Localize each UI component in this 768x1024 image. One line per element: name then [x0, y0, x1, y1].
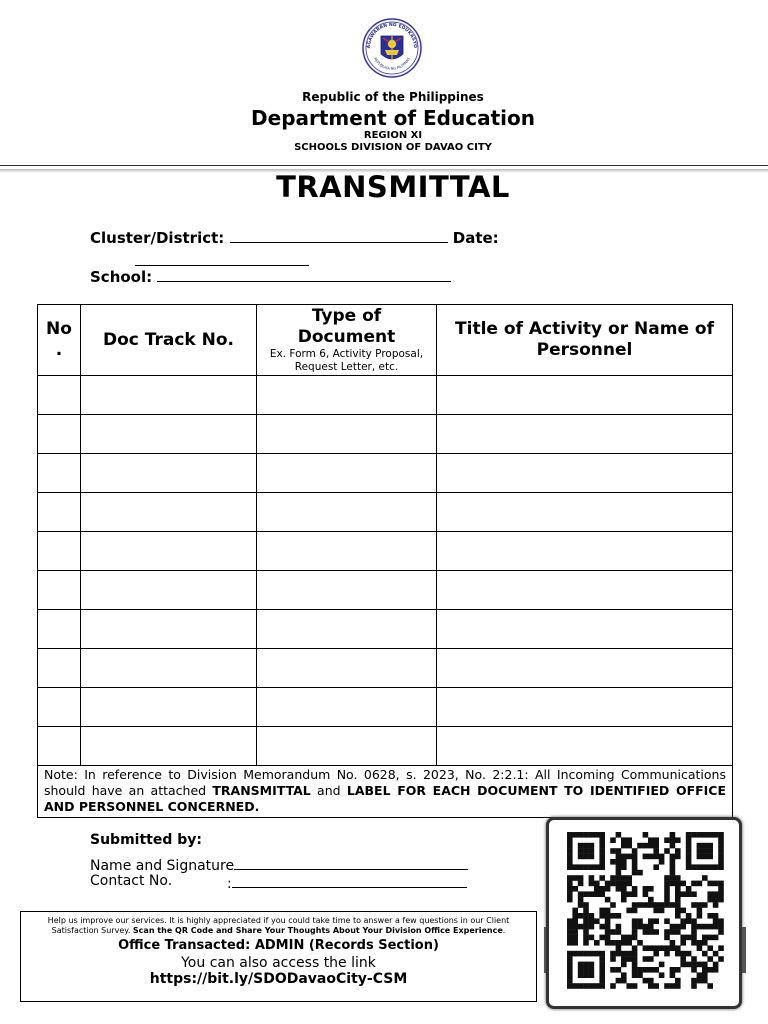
cell-no[interactable]: [38, 532, 81, 571]
survey-text-normal: Help us improve our services. It is highly appreciated if you could take time to answer a few questions in our Client Satisfaction Survey.: [47, 916, 510, 935]
table-row: [38, 571, 733, 610]
school-label: School:: [90, 268, 153, 286]
contact-no-entry: [227, 873, 467, 892]
cell-doc-track[interactable]: [81, 610, 257, 649]
contact-no-colon: :: [227, 876, 232, 892]
cell-doc-track[interactable]: [81, 493, 257, 532]
cell-type[interactable]: [257, 376, 437, 415]
cell-doc-track[interactable]: [81, 727, 257, 766]
cluster-district-blank[interactable]: [230, 228, 448, 243]
survey-text-end: .: [502, 926, 506, 935]
department-heading: Department of Education: [251, 106, 535, 130]
cell-title[interactable]: [437, 376, 733, 415]
table-row: [38, 493, 733, 532]
cell-type[interactable]: [257, 493, 437, 532]
header-title-activity: Title of Activity or Name of Personnel: [437, 305, 733, 376]
table-row: [38, 454, 733, 493]
cell-no[interactable]: [38, 610, 81, 649]
date-blank[interactable]: [135, 265, 309, 266]
cell-title[interactable]: [437, 610, 733, 649]
header-no-dot: .: [55, 340, 63, 360]
contact-no-field: [90, 873, 172, 889]
table-row: [38, 688, 733, 727]
cell-doc-track[interactable]: [81, 571, 257, 610]
cell-type[interactable]: [257, 454, 437, 493]
header-type-sub: Ex. Form 6, Activity Proposal, Request Letter, etc.: [269, 348, 424, 373]
cell-doc-track[interactable]: [81, 376, 257, 415]
date-label: Date:: [452, 229, 499, 247]
cell-no[interactable]: [38, 376, 81, 415]
submitted-by-label: Submitted by:: [90, 832, 202, 848]
office-transacted: Office Transacted: ADMIN (Records Section): [118, 938, 439, 953]
school-blank[interactable]: [157, 267, 451, 282]
cell-type[interactable]: [257, 610, 437, 649]
cell-no[interactable]: [38, 415, 81, 454]
school-field: [90, 267, 451, 286]
division-heading: SCHOOLS DIVISION OF DAVAO CITY: [294, 142, 492, 153]
svg-text:KAGAWARAN NG EDUKASYON: AGAWARAN NG EDUKASYO: [366, 22, 418, 49]
note-label-instruction: LABEL FOR EACH DOCUMENT TO IDENTIFIED OFFICE AND PERSONNEL CONCERNED.: [44, 783, 727, 814]
table-row: [38, 727, 733, 766]
cell-title[interactable]: [437, 415, 733, 454]
cell-type[interactable]: [257, 532, 437, 571]
note-text: Note: In reference to Division Memorandum No. 0628, s. 2023, No. 2:2.1: All Incoming Communications should have an attached: [44, 767, 726, 798]
table-row: [38, 649, 733, 688]
republic-heading: Republic of the Philippines: [302, 90, 484, 104]
cell-no[interactable]: [38, 454, 81, 493]
table-row: [38, 415, 733, 454]
qr-code-frame: [546, 817, 742, 1009]
cell-title[interactable]: [437, 688, 733, 727]
note-row: [38, 766, 733, 818]
svg-text:REPUBLIKA NG PILIPINAS: REPUBLIKA NG PILIPINAS: [373, 56, 411, 71]
header-divider: [0, 165, 768, 166]
cluster-district-label: Cluster/District:: [90, 229, 225, 247]
note-cell: [38, 766, 733, 818]
table-row: [38, 610, 733, 649]
cell-type[interactable]: [257, 649, 437, 688]
document-title: TRANSMITTAL: [276, 170, 510, 204]
name-signature-field: [90, 855, 468, 874]
cell-type[interactable]: [257, 688, 437, 727]
cell-title[interactable]: [437, 493, 733, 532]
cell-doc-track[interactable]: [81, 649, 257, 688]
survey-text-bold: Scan the QR Code and Share Your Thoughts About Your Division Office Experience: [132, 926, 503, 935]
survey-link[interactable]: https://bit.ly/SDODavaoCity-CSM: [149, 971, 408, 987]
header-type-of-document: [257, 305, 437, 376]
contact-no-label: Contact No.: [90, 873, 173, 889]
cell-doc-track[interactable]: [81, 688, 257, 727]
cell-no[interactable]: [38, 493, 81, 532]
cell-doc-track[interactable]: [81, 454, 257, 493]
cluster-district-field: [90, 228, 499, 247]
region-heading: REGION XI: [363, 130, 423, 141]
header-type-label: Type of Document: [297, 306, 396, 347]
cell-title[interactable]: [437, 571, 733, 610]
cell-type[interactable]: [257, 727, 437, 766]
cell-doc-track[interactable]: [81, 532, 257, 571]
survey-box: [20, 911, 537, 1002]
table-header-row: [38, 305, 733, 376]
cell-doc-track[interactable]: [81, 415, 257, 454]
cell-type[interactable]: [257, 415, 437, 454]
table-row: [38, 376, 733, 415]
cell-title[interactable]: [437, 532, 733, 571]
cell-type[interactable]: [257, 571, 437, 610]
access-link-text: You can also access the link: [181, 955, 376, 971]
survey-text: [21, 912, 536, 936]
cell-title[interactable]: [437, 727, 733, 766]
cell-no[interactable]: [38, 649, 81, 688]
header-no: [38, 305, 81, 376]
table-row: [38, 532, 733, 571]
note-and: and: [310, 783, 347, 798]
cell-no[interactable]: [38, 727, 81, 766]
transmittal-table: [37, 304, 733, 818]
header-no-label: No: [46, 319, 72, 339]
qr-code-icon[interactable]: [567, 832, 725, 994]
deped-seal-logo: [361, 14, 423, 82]
contact-no-blank[interactable]: [232, 873, 467, 888]
name-signature-label: Name and Signature: [90, 858, 235, 874]
header-doc-track: Doc Track No.: [81, 305, 257, 376]
cell-title[interactable]: [437, 649, 733, 688]
cell-title[interactable]: [437, 454, 733, 493]
cell-no[interactable]: [38, 571, 81, 610]
note-transmittal: TRANSMITTAL: [212, 783, 311, 798]
cell-no[interactable]: [38, 688, 81, 727]
name-signature-blank[interactable]: [234, 855, 468, 870]
